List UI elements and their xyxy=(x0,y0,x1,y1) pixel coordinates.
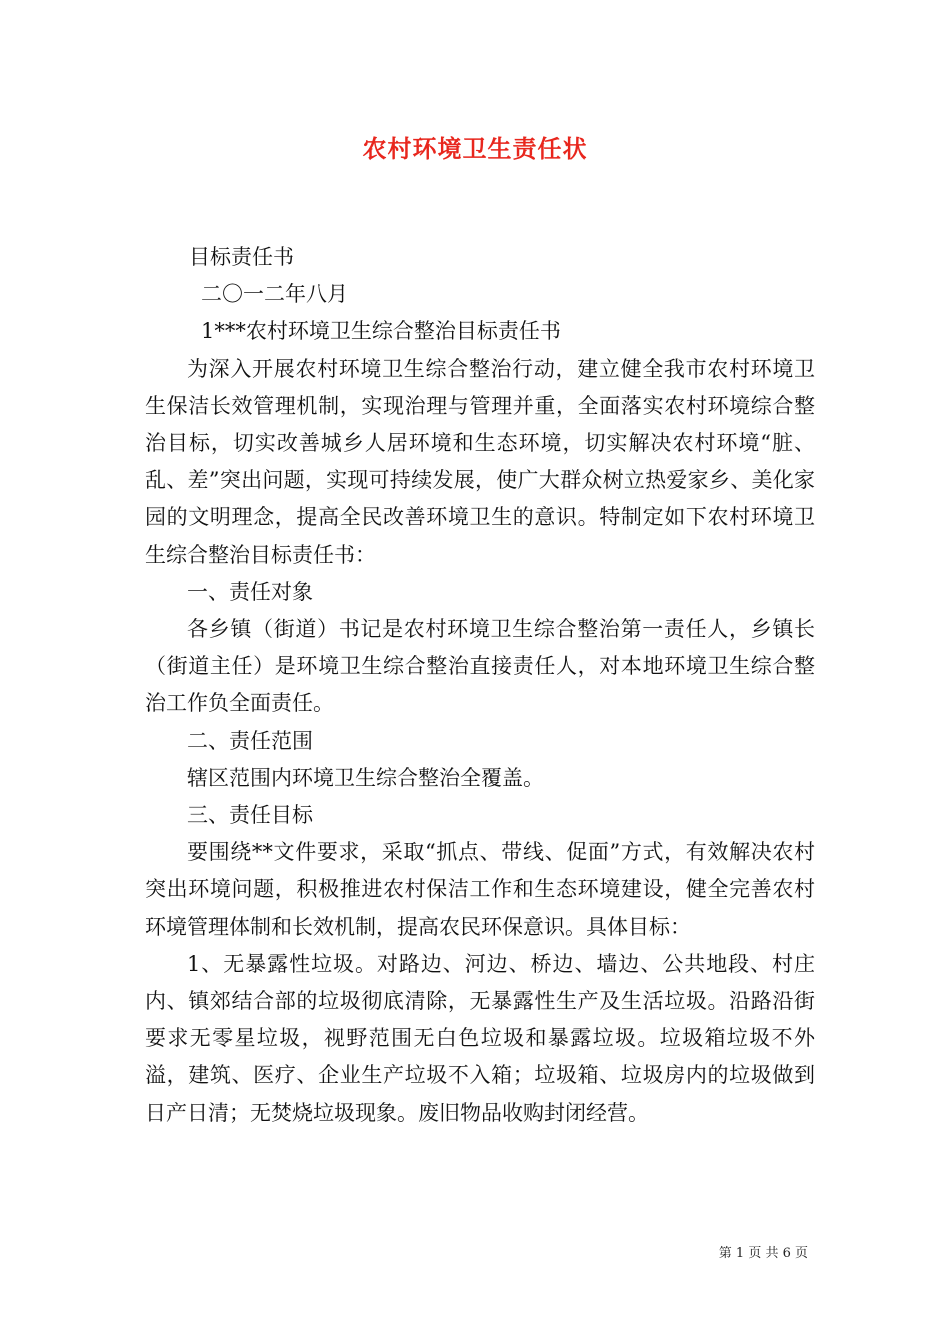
item-1-text: 1、无暴露性垃圾。对路边、河边、桥边、墙边、公共地段、村庄内、镇郊结合部的垃圾彻底清除，无暴露性生产及生活垃圾。沿路沿街要求无零星垃圾，视野范围无白色垃圾和暴露垃圾。垃圾箱垃圾不外溢，建筑、医疗、企业生产垃圾不入箱；垃圾箱、垃圾房内的垃圾做到日产日清；无焚烧垃圾现象。废旧物品收购封闭经营。 xyxy=(145,951,815,1125)
section-1-title: 一、责任对象 xyxy=(187,579,313,604)
section-3-title: 三、责任目标 xyxy=(187,803,313,828)
section-2-text: 辖区范围内环境卫生综合整治全覆盖。 xyxy=(187,765,544,790)
document-title: 农村环境卫生责任状 xyxy=(362,134,588,163)
document-date: 二〇一二年八月 xyxy=(201,282,348,307)
page-indicator: 第 1 页 共 6 页 xyxy=(718,1246,808,1261)
document-body xyxy=(145,239,815,1132)
heading-target-responsibility: 目标责任书 xyxy=(189,245,294,269)
section-3-text: 要围绕**文件要求，采取“抓点、带线、促面”方式，有效解决农村突出环境问题，积极推进农村保洁工作和生态环境建设，健全完善农村环境管理体制和长效机制，提高农民环保意识。具体目标： xyxy=(145,840,815,939)
section-2-title: 二、责任范围 xyxy=(187,728,313,753)
heading-responsibility-book: 1***农村环境卫生综合整治目标责任书 xyxy=(201,319,561,344)
section-1-text: 各乡镇（街道）书记是农村环境卫生综合整治第一责任人，乡镇长（街道主任）是环境卫生综合整治直接责任人，对本地环境卫生综合整治工作负全面责任。 xyxy=(145,617,815,716)
paragraph-intro: 为深入开展农村环境卫生综合整治行动，建立健全我市农村环境卫生保洁长效管理机制，实现治理与管理并重，全面落实农村环境综合整治目标，切实改善城乡人居环境和生态环境，切实解决农村环境“脏、乱、差”突出问题，实现可持续发展，使广大群众树立热爱家乡、美化家园的文明理念，提高全民改善环境卫生的意识。特制定如下农村环境卫生综合整治目标责任书： xyxy=(145,356,815,567)
